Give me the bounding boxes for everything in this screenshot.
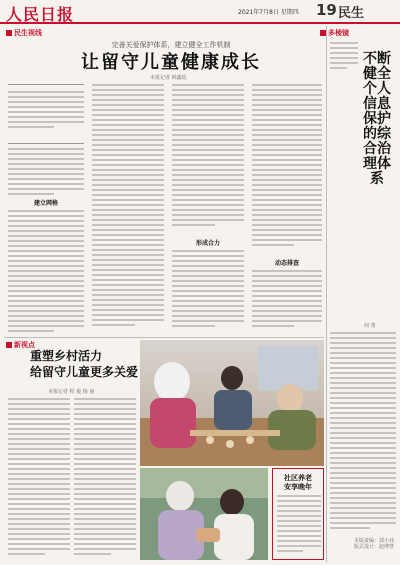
bottom-headline: [30, 348, 140, 380]
photo-elderly-activity-image: [140, 340, 324, 466]
section-label: 民生视线: [14, 29, 42, 37]
photo-elderly-child-image: [140, 468, 268, 560]
article-column-3a: [172, 84, 244, 234]
main-byline: 本报记者 韩鑫瑶: [150, 75, 187, 81]
bottom-headline-line-2: 给留守儿童更多关爱: [30, 365, 139, 379]
bottom-column-1: [8, 398, 70, 560]
bottom-byline: 本报记者 程 俊 杨 丽: [48, 389, 95, 395]
article-column-1a: [8, 148, 84, 196]
section-label: 多棱镜: [328, 29, 349, 37]
article-column-3b: [172, 250, 244, 334]
issue-date: 2021年7月8日 星期四: [238, 9, 299, 16]
photo-caption-text: [277, 495, 321, 557]
lead-summary: [8, 84, 84, 144]
bottom-headline-line-1: 重塑乡村活力: [30, 349, 103, 363]
page-section: 民生: [338, 6, 365, 21]
subhead-3: 动态排查: [274, 260, 299, 267]
section-divider: [4, 337, 324, 338]
subhead-1: 建立网格: [33, 200, 58, 207]
photo-caption-title: 社区养老 安享晚年: [284, 473, 312, 491]
article-column-4a: [252, 84, 322, 254]
section-marker-icon: [6, 30, 12, 36]
photo-elderly-child: [140, 468, 268, 560]
main-subtitle: 完善关爱保护体系，建立健全工作机制: [111, 41, 231, 49]
bottom-column-2: [74, 398, 136, 560]
section-tag-left-top: [6, 28, 42, 38]
right-body: [330, 332, 396, 537]
footer-credit: 本版责编：郭小祎 版式设计：赵博慧: [353, 538, 394, 550]
column-divider: [326, 26, 327, 562]
subhead-2: 形成合力: [195, 240, 220, 247]
masthead: [0, 0, 400, 24]
right-byline: 何 勇: [364, 323, 376, 329]
right-summary: [330, 42, 358, 70]
article-column-4b: [252, 270, 322, 334]
page-number: 19: [316, 1, 337, 19]
photo-caption-box: [272, 468, 324, 560]
main-headline: 让留守儿童健康成长: [81, 52, 261, 73]
article-column-2: [92, 84, 164, 334]
section-marker-icon: [6, 342, 12, 348]
section-label: 新视点: [14, 341, 35, 349]
newspaper-logo: 人民日报: [6, 5, 75, 24]
photo-elderly-activity: [140, 340, 324, 466]
article-column-1b: [8, 210, 84, 335]
section-tag-right-top: [320, 28, 349, 38]
right-headline: 不断健全个人信息保护的综合治理体系: [363, 51, 391, 187]
